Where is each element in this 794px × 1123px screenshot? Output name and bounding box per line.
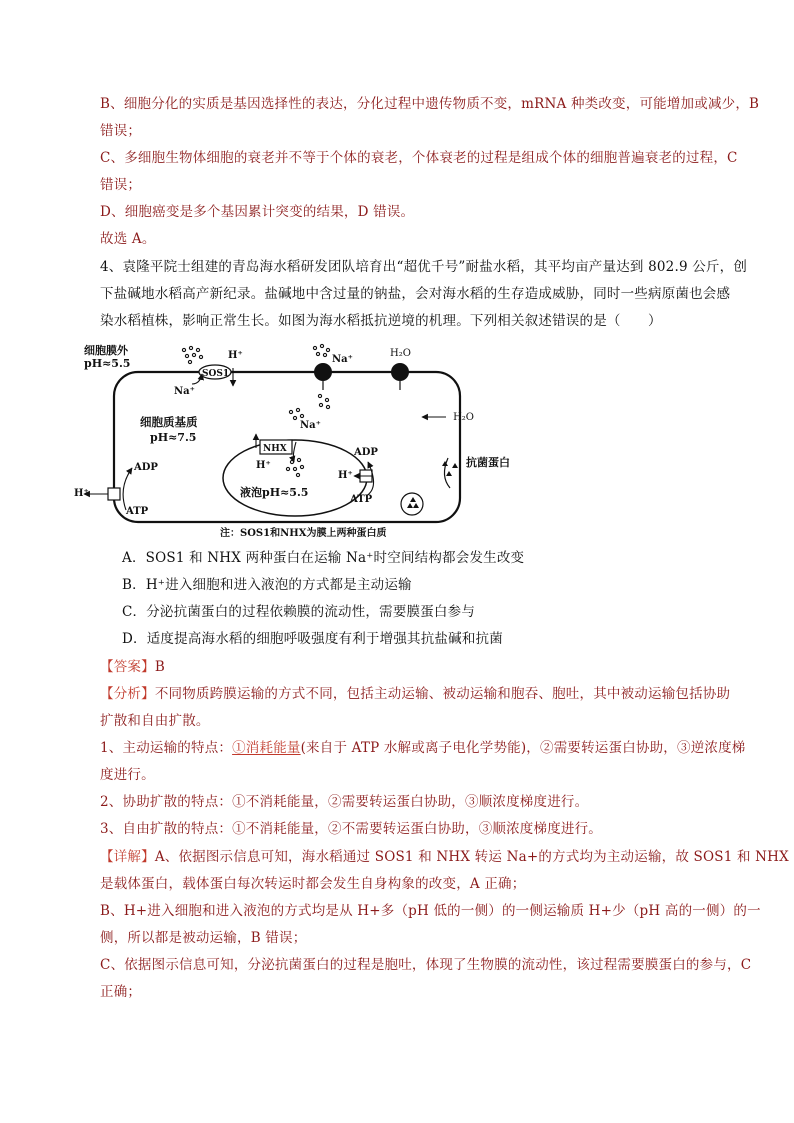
antibacterial-label: 抗菌蛋白 bbox=[466, 456, 510, 469]
nhx-na-arrow bbox=[293, 442, 296, 462]
atp-membrane-label: ATP bbox=[126, 506, 149, 517]
atp-vacuole-label: ATP bbox=[350, 494, 373, 505]
answer-value: B bbox=[154, 659, 165, 675]
point-head: 1、主动运输的特点： bbox=[100, 740, 233, 756]
cytoplasm-label: 细胞质基质 bbox=[140, 415, 198, 429]
dots-na-cytoplasm bbox=[289, 408, 303, 419]
h-vacuole-label: H⁺ bbox=[256, 460, 271, 471]
answer-line bbox=[100, 657, 740, 677]
text-line: 错误； bbox=[100, 177, 142, 193]
answer-tag: 【答案】 bbox=[100, 659, 155, 675]
detail-tag: 【详解】 bbox=[100, 849, 155, 865]
adp-membrane-label: ADP bbox=[134, 462, 158, 473]
point-tail: (来自于 ATP 水解或离子电化学势能)，②需要转运蛋白协助，③逆浓度梯 bbox=[300, 740, 746, 756]
nhx-label: NHX bbox=[263, 444, 287, 454]
option-a: A．SOS1 和 NHX 两种蛋白在运输 Na⁺时空间结构都会发生改变 bbox=[122, 550, 525, 566]
detail-line: B、H+进入细胞和进入液泡的方式均是从 H+多（pH 低的一侧）的一侧运输质 H+少（pH 高的一侧）的一 bbox=[100, 903, 761, 919]
dots-na-inside bbox=[318, 394, 329, 408]
detail-text: A、依据图示信息可知，海水稻通过 SOS1 和 NHX 转运 Na+的方式均为主动运输，故 SOS1 和 NHX bbox=[154, 849, 789, 865]
analysis-point-2: 2、协助扩散的特点：①不消耗能量，②需要转运蛋白协助，③顺浓度梯度进行。 bbox=[100, 794, 589, 810]
conclusion: 故选 A。 bbox=[100, 231, 156, 247]
cytoplasm-ph: pH≈7.5 bbox=[150, 431, 197, 444]
na-channel bbox=[314, 363, 332, 381]
water-channel bbox=[391, 363, 409, 381]
outside-label: 细胞膜外 bbox=[84, 344, 128, 357]
option-d: D．适度提高海水稻的细胞呼吸强度有利于增强其抗盐碱和抗菌 bbox=[122, 631, 503, 647]
question-stem: 4、袁隆平院士组建的青岛海水稻研发团队培育出“超优千号”耐盐水稻，其平均亩产量达到 802.9 公斤，创 bbox=[100, 259, 748, 275]
analysis-point-1-cont: 度进行。 bbox=[100, 767, 155, 783]
vesicle-triangles bbox=[407, 497, 419, 508]
dots-na-vacuole bbox=[286, 458, 303, 476]
sos1-label: SOS1 bbox=[202, 369, 230, 379]
analysis-line: 扩散和自由扩散。 bbox=[100, 713, 210, 729]
text-line: D、细胞癌变是多个基因累计突变的结果，D 错误。 bbox=[100, 204, 415, 220]
na-top-label: Na⁺ bbox=[332, 354, 353, 365]
outside-ph: pH≈5.5 bbox=[84, 357, 131, 370]
vacuole-label: 液泡pH≈5.5 bbox=[240, 486, 309, 499]
membrane-pump bbox=[108, 488, 120, 500]
dots-na-top bbox=[313, 344, 329, 356]
text-line: 错误； bbox=[100, 123, 142, 139]
detail-line bbox=[100, 847, 789, 867]
h-membrane-label: H⁺ bbox=[74, 488, 89, 499]
adp-vacuole-label: ADP bbox=[354, 447, 378, 458]
analysis-point-3: 3、自由扩散的特点：①不消耗能量，②不需要转运蛋白协助，③顺浓度梯度进行。 bbox=[100, 821, 602, 837]
analysis-text: 不同物质跨膜运输的方式不同，包括主动运输、被动运输和胞吞、胞吐，其中被动运输包括协助 bbox=[154, 686, 731, 702]
analysis-point-1 bbox=[100, 738, 746, 758]
detail-line: 正确； bbox=[100, 984, 142, 1000]
atp-adp-membrane-arrow bbox=[123, 468, 132, 510]
detail-line: 侧，所以都是被动运输，B 错误； bbox=[100, 930, 307, 946]
question-stem: 下盐碱地水稻高产新纪录。盐碱地中含过量的钠盐，会对海水稻的生存造成威胁，同时一些病原菌也会感 bbox=[100, 286, 731, 302]
h-ion-label: H⁺ bbox=[228, 350, 243, 361]
h2o-top-label: H₂O bbox=[390, 348, 411, 359]
detail-line: 是载体蛋白，载体蛋白每次转运时都会发生自身构象的改变，A 正确； bbox=[100, 876, 526, 892]
h-pump-label: H⁺ bbox=[338, 470, 353, 481]
analysis-tag: 【分析】 bbox=[100, 686, 155, 702]
option-b: B．H⁺进入细胞和进入液泡的方式都是主动运输 bbox=[122, 577, 412, 593]
point-underlined: ①消耗能量 bbox=[232, 740, 301, 756]
question-stem: 染水稻植株，影响正常生长。如图为海水稻抵抗逆境的机理。下列相关叙述错误的是（ ） bbox=[100, 313, 662, 329]
option-c: C．分泌抗菌蛋白的过程依赖膜的流动性，需要膜蛋白参与 bbox=[122, 604, 476, 620]
figure-note: 注：SOS1和NHX为膜上两种蛋白质 bbox=[220, 528, 387, 539]
analysis-line bbox=[100, 684, 740, 704]
detail-line: C、依据图示信息可知，分泌抗菌蛋白的过程是胞吐，体现了生物膜的流动性，该过程需要膜蛋白的参与，C bbox=[100, 957, 752, 973]
h2o-right-label: H₂O bbox=[453, 412, 474, 423]
na-cytoplasm-label: Na⁺ bbox=[300, 420, 321, 431]
dots-na-outside bbox=[182, 346, 202, 363]
vesicle bbox=[401, 493, 423, 515]
cell-mechanism-diagram bbox=[70, 338, 510, 539]
text-line: B、细胞分化的实质是基因选择性的表达，分化过程中遗传物质不变，mRNA 种类改变，可能增加或减少，B bbox=[100, 96, 760, 112]
text-line: C、多细胞生物体细胞的衰老并不等于个体的衰老，个体衰老的过程是组成个体的细胞普遍衰老的过程，C bbox=[100, 150, 738, 166]
na-ion-label: Na⁺ bbox=[174, 386, 195, 397]
